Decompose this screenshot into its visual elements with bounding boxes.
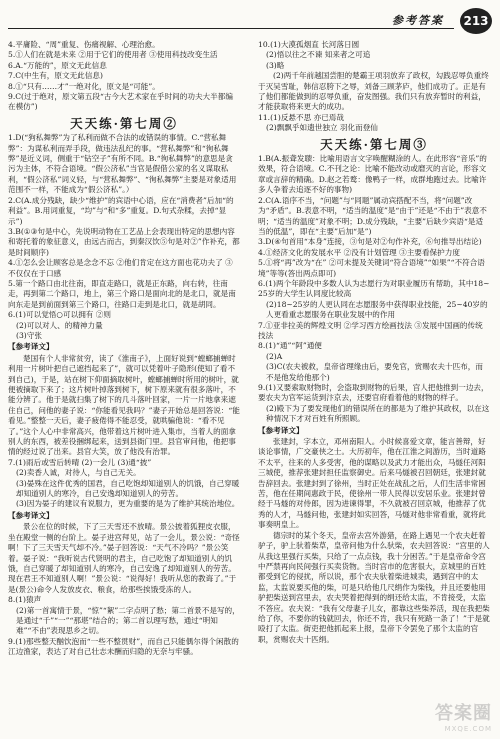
- answer-line: 3.D(④句首用“本身”连接，③句是对②句作补充，⑥句推导出结论): [258, 237, 482, 247]
- answer-line: 2.C(A.语序不当，“问题”与“同题”属动宾搭配不当，将“问题”改为“矛盾”。B.表意不明，“适当的温度”是“由于”还是“不由于”表意不明；“适当的温度”对象不明；D.成分残缺，“主要”后缺少宾语“是适当的低温”，即在“主要”后加“是”): [258, 195, 487, 236]
- answer-line: 5.第一个路口由北往南，即直走路口，就是正东路，向右转，往南走，再到第二个路口，地上，第三个路口是面向北的是北口，就是南向东走是到前面到第三个路口，往路口走到是北口，就是胡同。: [8, 278, 236, 309]
- answer-line: (3)晏殊在这件优秀的国君，自己吃饱却知道别人的饥饿，自己穿暖却知道别人的寒冷，自己安逸却知道别人的劳苦。: [16, 478, 240, 499]
- answer-line: (2)悟以往之不谏 知来者之可追: [266, 50, 371, 60]
- watermark-url: MXQE.COM: [444, 725, 492, 733]
- answer-line: 1.D(“狗私舞弊”为了私利而做不合法的或错误的事情。C.“营私舞弊”：为谋私利而弄手段，做违法乱纪的事。“营私舞弊”和“徇私舞弊”是近义词，侧重于“钻空子”有所不同。B.“徇私舞弊”的意思是贪污为主体，不符合语境。“假公济私”当官是假借公家的名义谋取私利，“假公济私”词义轻，与“营私舞弊”、“徇私舞弊”主要是对象适用范围不一样，不能成为“假公济私”。）: [8, 133, 237, 195]
- answer-line: 4.①经济文化的发展水平 ②没有计划管理 ③主要看保护力度: [258, 247, 460, 257]
- answer-line: 5.①将“再”改为“在” ②可未提及关键词“符合语境”“如果”“不符合语境”等等(答出两点即可): [258, 258, 485, 278]
- answer-line: (3)因为晏子的建议有说服力，更为重要的是为了维护其统治地位。: [16, 499, 240, 509]
- translation-heading: 【参考译文】: [258, 425, 304, 435]
- header-rule: [8, 28, 454, 29]
- watermark-text: 答案圈: [435, 703, 492, 724]
- page-header: [0, 0, 500, 38]
- answer-line: (3)守张: [16, 330, 42, 340]
- translation-paragraph: 德宗时的某个冬天，皇帝去宫外游猎，在路上遇见一个农夫赶着驴子，驴上驮着柴草，皇帝问他为什么驮柴，农夫回答说：“宫里的人从我这里强行买柴，只给了一点点钱，我十分困苦。”于是皇帝命令宫中严禁再向民间强行买卖货物。当时宫市的危害很大，京城里的百姓都受到它的侵扰，所以说，那个农夫驮着柴进城卖，遇到宫中的太监，太监说要买他的柴，可是只给他几尺绢作为柴钱，并且还要他用驴把柴送到宫里去，农夫哭着把得到的绢还给太监，不肯接受，太监不答应。农夫说：“我有父母妻子儿女，都靠这些柴养活，现在我把柴给了你，不要你的钱就回去，你还不肯，我只有死路一条了！”于是就殴打了太监。街吏把他抓起来上报，皇帝下令罢免了那个太监的官职，赏赐农夫十匹绢。: [258, 530, 490, 644]
- answer-line: 7.①亚非拉美的辉煌文明 ②学习西方绘画技法 ③发展中国画的传统技法: [258, 320, 483, 340]
- answer-line: 8.(1)“通”“阿”通便: [258, 341, 322, 351]
- section-title: 天天练·第七周③: [320, 136, 428, 152]
- answer-line: (2)殿下为了要发现他们的错误所在的都是为了维护其政权，以在这种情况下才对百姓有所照顾。: [266, 403, 490, 424]
- page-number-badge: 213: [460, 8, 492, 34]
- answer-line: 2.C(A.成分残缺，缺少“维护”的宾语中心语，应在“消费者”后加“的利益”。B.用词重复，“均”与“和“多”重复。D.句式杂糅，去掉“显示”): [8, 195, 234, 226]
- answer-line: 9.(1)那些整天酗饮泡而“一些不整贯财”，而自己只能偶尔得个闲散的江边渔家，表达了对自己壮志未酬而归隐的无奈与牢骚。: [8, 636, 239, 657]
- answer-line: 9.C(过于绝对，原文第五段“古今大艺术家在乎时间的功夫大半都编在模仿”): [8, 92, 233, 112]
- answer-line: (2)飘飘乎如遗世独立 羽化而登仙: [266, 123, 378, 133]
- answer-line: (2)第一首寓情于景，“惊”“絮”二字点明了愁；第二首景不是写的，是通过“千”“一”“那堪”结合的；第二首以理写愁，通过“明知难”“不由”表现思乡之切。: [16, 605, 240, 636]
- watermark-logo: [435, 699, 492, 733]
- answer-line: (2)A: [266, 351, 283, 361]
- answer-line: 6.A.“万能的”，原文无此信息: [8, 60, 107, 70]
- header-brand: 参考答案: [388, 12, 448, 28]
- answer-line: (3)略: [266, 60, 285, 70]
- answer-line: 6.(1)可以觉悟○可以拥有 ②则: [8, 310, 111, 320]
- answer-line: 11.(1)反悬不思 亦已焉哉: [258, 112, 344, 122]
- translation-paragraph: 张建封，字本立，邓州南阳人。小时候喜爱文章，能言善辩，好谈论事情，广交豪侠之士。大历初年，他在江淮之间游历，当时道路不太平，往来的人多受害，他的谋略以及武力才能出众，马燧任河阳三城使，推荐张建封担任监察御史。后来马燧被召回朝廷，张建封就告辞回去。张建封到了徐州，当时正处在战乱之后，人们生活非常困苦，他在任期间惠政于民，使徐州一带人民得以安居乐业。张建封曾经于马燧的对侍郎，因为进谏得罪，不久就被召回京城，他推荐了优秀的人才，马燧问他，张建封如实回答，马燧对他非常看重，就将此事奏明皇上。: [258, 437, 486, 530]
- answer-line: 9.(1)又要索取财物时，会盗取到财物的后果，宫人把他推到一边去，要农夫为官军运货到汴京去，还要官府看着他的财物的样子。: [258, 383, 489, 403]
- translation-heading: 【参考译文】: [8, 342, 54, 352]
- answer-paragraph: (2)两千年前越国尝胆的楚霸王项羽放弃了政权，勾践忍辱负重终于灭吴雪耻，韩信忍胯下之辱，刘备三顾茅庐，他们成功了。正是有了他们都能做到的忍辱负重，奋发图强。我们只有放弃暂时的利益，才能获取将来更大的成功。: [258, 71, 489, 112]
- answer-line: (2)可以对人、的精神力量: [16, 320, 103, 330]
- answer-line: 4.平庸险、“周”重复、伤痛视解、心理治愈。: [8, 40, 160, 49]
- right-column: [258, 40, 490, 645]
- answer-line: 3.B(①③句是中心，先说明动物在工艺品上会表现出特定的思想内容和寄托着的象征意义，由远古而古，到秦汉饮⑤句是对②”作补充，都是时间顺序): [8, 226, 240, 257]
- answer-line: 7.(1)雨后或雪后转晴 (2)一会儿 (3)通“披”: [8, 457, 152, 467]
- answer-line: (2)卖香人诚，对待人，与自己无关。: [16, 468, 141, 478]
- answer-line: 4.①怎么会让顾客总是念念不忘 ②他们肯定在这方面也花功夫了 ③不仅仅在于口感: [8, 258, 233, 278]
- answer-line: 6.(1)两个年龄段中多数人认为志愿行为对职业履历有帮助，其中18~25岁的大学生认同度比较高: [258, 278, 490, 299]
- answer-line: 10.(1)大漠孤烟直 长河落日圆: [258, 40, 360, 49]
- answer-line: 7.C(中生有，原文无此信息): [8, 71, 103, 81]
- section-title: 天天练·第七周②: [70, 115, 178, 131]
- answer-line: (3)C(农夫被救，皇帝省理缘由后，要免官，赏赐农夫十匹布，而不是他发给他那个): [266, 362, 483, 382]
- answer-line: (2)18~25岁的人更认同在志愿服务中获得职业技能，25~40岁的人更看重志愿服务在职业发展中的作用: [266, 299, 488, 320]
- answer-line: 1.B(A.振聋发聩：比喻用语言文字唤醒糊涂的人。在此形容“音乐”的效果，符合语境。C.不刊之论：比喻不能改动或磨灭的言论，形容文章或言辞的精确。D.赵之若鹜：像鸭子一样，成群地跑过去。比喻许多人争着去追逐不好的事物): [258, 154, 487, 195]
- translation-paragraph: 景公在位的时候，下了三天雪还不放晴。景公披着狐狸皮衣服，坐在殿堂一侧的台阶上。晏子进宫拜见，站了一会儿，景公说：“奇怪啊！下了三天雪天气却不冷。”晏子回答说：“天气不冷吗？”景公笑着。晏子说：“我听说古代贤明的君主，自己吃饱了却知道别人的饥饿，自己穿暖了却知道别人的寒冷，自己安逸了却知道别人的劳苦。现在君王不知道别人啊！”景公说：“说得好！我听从您的教诲了。”于是(景公)命令人发放皮衣、粮食，给那些挨饿受冻的人。: [8, 522, 240, 594]
- answer-line: 8.(1)猿声: [8, 595, 42, 605]
- translation-heading: 【参考译文】: [8, 510, 54, 520]
- translation-paragraph: 楚国有个人非常贫穷，读了《淮南子》，上面好说到“螳螂捕蝉时利用一片树叶把自己遮挡起来了”，就可以凭着叶子隐形(使知了看不到自己)，于是，站在树下仰面摘取树叶，螳螂捕蝉时所用的树叶，就便被摘取下来了；这片树叶掉落到树下，树下原来就有很多落叶，不能分辨了。他于是就扫集了树下的几斗落叶回家，一片一片地拿来遮住自己，问他的妻子说：“你能看见我吗？”妻子开始总是回答说：“能看见。”整整一天后，妻子疲倦得不能忍受，就哄骗他说：“看不见了。”这个人心中非常高兴，他带着这片树叶进入集市，当着人的面拿别人的东西，被差役捆绑起来，送到县衙门里。县官审问他，他把事情的经过说了出来。县官大笑，放了他没有治罪。: [8, 353, 240, 457]
- answer-line: 8.①“只有……才”一绝对化，原文是“可能”。: [8, 81, 160, 91]
- left-column: [8, 40, 240, 658]
- answer-line: 5.①人们在就是未来 ②用于它们的使用者 ③使用科技改变生活: [8, 50, 218, 60]
